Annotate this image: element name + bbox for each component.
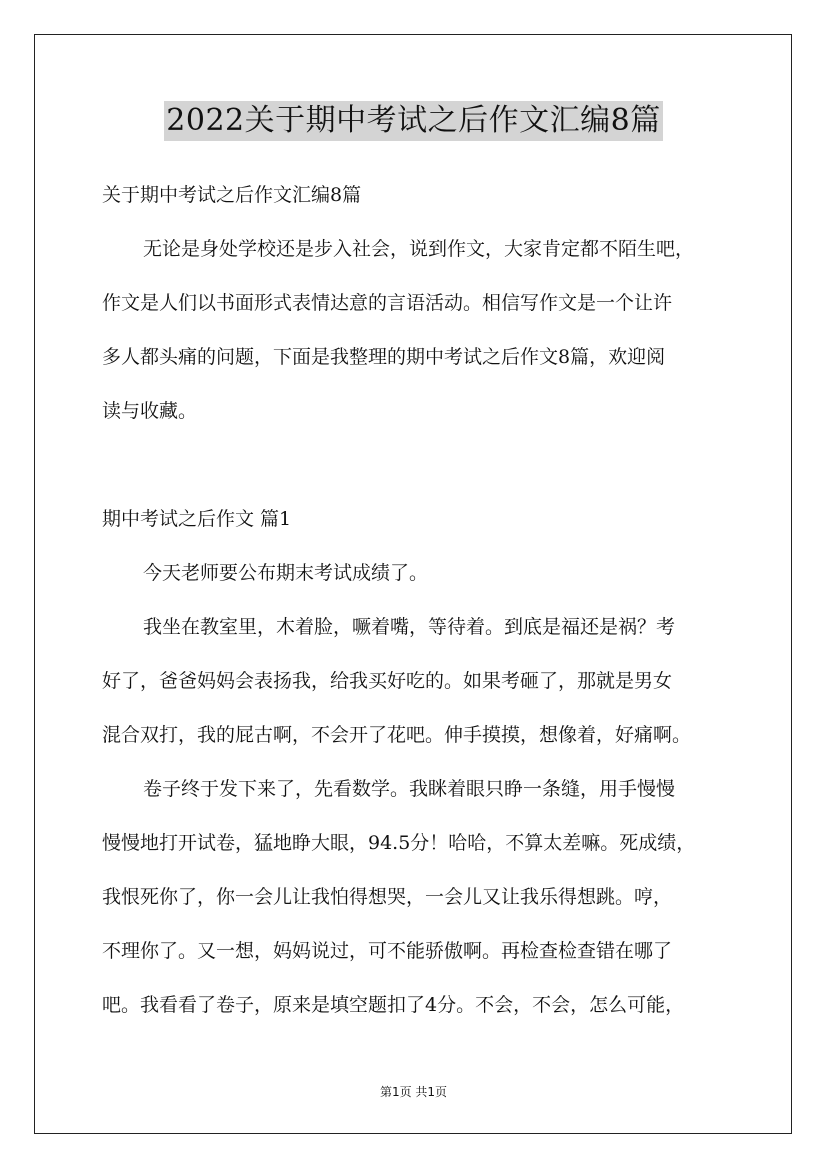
body-line: 我坐在教室里，木着脸，噘着嘴，等待着。到底是福还是祸？考 [143, 616, 676, 638]
intro-line: 多人都头痛的问题，下面是我整理的期中考试之后作文8篇，欢迎阅 [102, 346, 666, 368]
section-heading: 期中考试之后作文 篇1 [102, 508, 292, 530]
body-line: 我恨死你了，你一会儿让我怕得想哭，一会儿又让我乐得想跳。哼， [102, 886, 673, 908]
intro-line: 作文是人们以书面形式表情达意的言语活动。相信写作文是一个让许 [102, 292, 673, 314]
title-container [0, 101, 827, 141]
intro-line: 读与收藏。 [102, 400, 198, 422]
page-footer: 第1页 共1页 [379, 1085, 448, 1099]
body-line: 不理你了。又一想，妈妈说过，可不能骄傲啊。再检查检查错在哪了 [102, 940, 673, 962]
body-line: 吧。我看看了卷子，原来是填空题扣了4分。不会，不会，怎么可能， [102, 994, 685, 1016]
body-line: 今天老师要公布期末考试成绩了。 [143, 562, 429, 584]
document-title: 2022关于期中考试之后作文汇编8篇 [164, 101, 662, 141]
intro-line: 无论是身处学校还是步入社会，说到作文，大家肯定都不陌生吧， [143, 238, 695, 260]
body-line: 混合双打，我的屁古啊，不会开了花吧。伸手摸摸，想像着，好痛啊。 [102, 724, 692, 746]
body-line: 卷子终于发下来了，先看数学。我眯着眼只睁一条缝，用手慢慢 [143, 778, 676, 800]
document-subtitle: 关于期中考试之后作文汇编8篇 [102, 184, 362, 206]
body-line: 好了，爸爸妈妈会表扬我，给我买好吃的。如果考砸了，那就是男女 [102, 670, 673, 692]
body-line: 慢慢地打开试卷，猛地睁大眼，94.5分！哈哈，不算太差嘛。死成绩， [102, 832, 696, 854]
